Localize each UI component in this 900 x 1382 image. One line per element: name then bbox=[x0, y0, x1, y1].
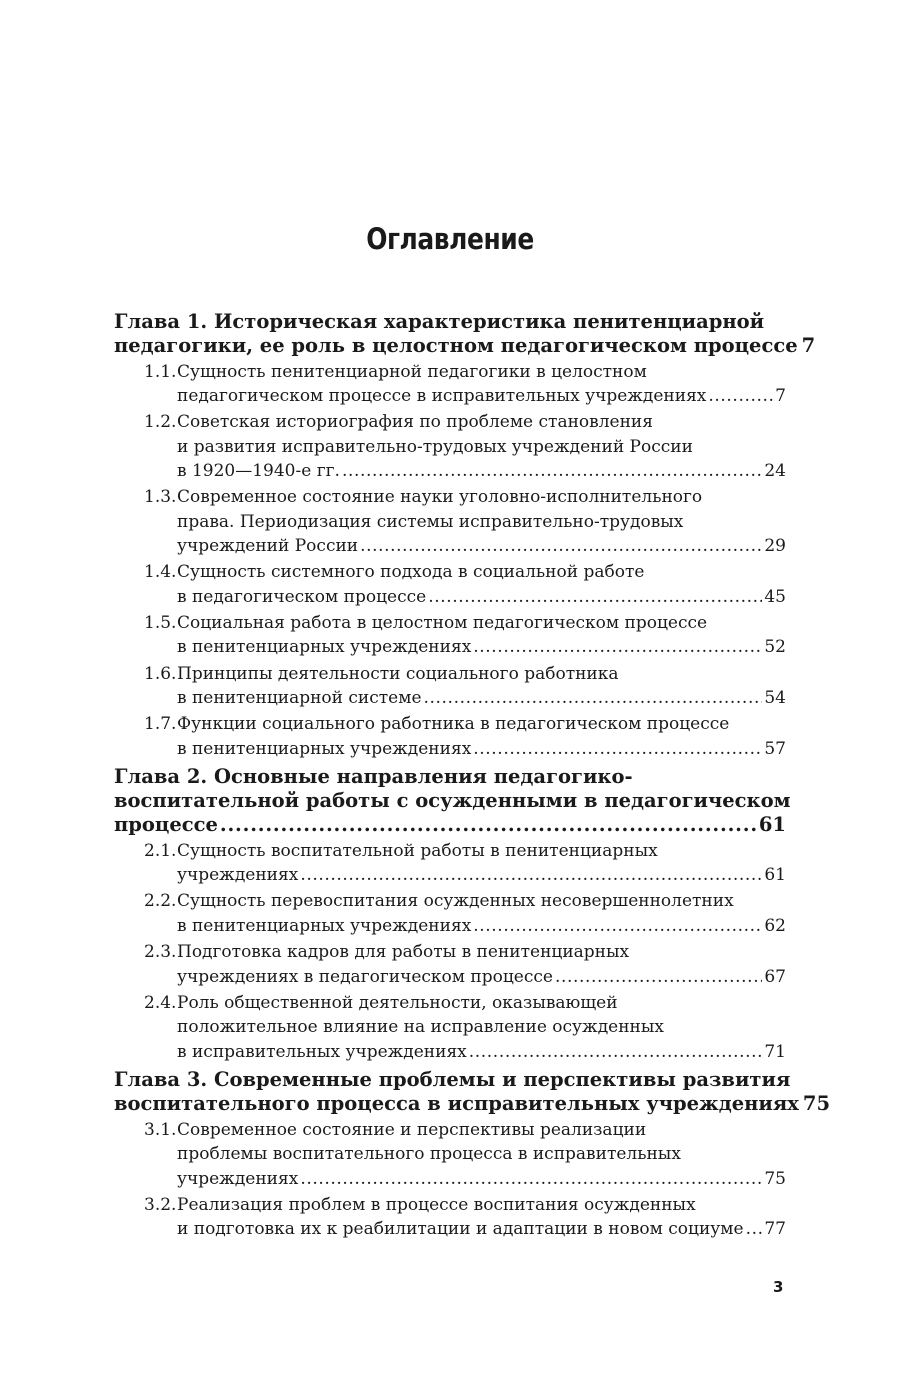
toc-section bbox=[144, 360, 786, 409]
section-title-text bbox=[177, 1217, 744, 1241]
section-title-text bbox=[177, 686, 422, 710]
section-title-line: и подготовка их к реабилитации и адаптации в новом социуме bbox=[177, 1219, 744, 1240]
section-title-text bbox=[144, 613, 707, 633]
section-title-line: Функции социального работника в педагогическом процессе bbox=[177, 714, 730, 735]
section-title-text bbox=[177, 384, 706, 408]
chapter-page-number: 61 bbox=[758, 813, 786, 837]
dot-leader bbox=[473, 914, 762, 938]
section-line bbox=[144, 839, 786, 863]
section-number: 1.1. bbox=[144, 361, 177, 382]
section-line bbox=[144, 435, 786, 459]
section-page-number: 29 bbox=[764, 536, 786, 557]
section-title-text bbox=[177, 1017, 664, 1037]
toc-section bbox=[144, 712, 786, 761]
toc-section bbox=[144, 991, 786, 1064]
toc-section bbox=[144, 889, 786, 938]
chapter-heading bbox=[114, 310, 816, 358]
section-last-line bbox=[144, 384, 786, 408]
chapter-heading bbox=[114, 1067, 831, 1116]
toc-chapter bbox=[114, 1067, 831, 1242]
section-number: 2.4. bbox=[144, 992, 177, 1013]
section-line bbox=[144, 410, 786, 434]
section-title-line: учреждений России bbox=[177, 536, 359, 557]
section-title-line: права. Периодизация системы исправительно-трудовых bbox=[177, 511, 684, 532]
section-title-text bbox=[144, 714, 729, 734]
dot-leader bbox=[300, 1167, 762, 1191]
section-number: 1.3. bbox=[144, 487, 177, 508]
dot-leader bbox=[473, 635, 762, 659]
section-title-line: Современное состояние и перспективы реализации bbox=[177, 1119, 647, 1140]
section-title-text bbox=[144, 362, 647, 382]
dot-leader bbox=[360, 534, 762, 558]
section-last-line bbox=[144, 635, 786, 659]
section-number: 1.2. bbox=[144, 412, 177, 433]
section-title-line: Социальная работа в целостном педагогическом процессе bbox=[177, 613, 708, 634]
section-number: 1.5. bbox=[144, 613, 177, 634]
section-title-text bbox=[177, 437, 693, 457]
section-title-line: в пенитенциарной системе bbox=[177, 688, 422, 709]
chapter-page-number: 7 bbox=[801, 334, 816, 357]
section-title-line: Подготовка кадров для работы в пенитенциарных bbox=[177, 942, 630, 963]
section-line bbox=[144, 360, 786, 384]
section-title-text bbox=[144, 664, 619, 684]
section-page-number: 75 bbox=[764, 1168, 786, 1189]
section-title-line: учреждениях bbox=[177, 1168, 299, 1189]
dot-leader bbox=[428, 585, 762, 609]
section-title-text bbox=[144, 412, 653, 432]
section-title-text bbox=[177, 863, 298, 887]
toc-section bbox=[144, 1193, 786, 1242]
chapter-page-number: 75 bbox=[802, 1091, 831, 1115]
section-title-line: Сущность перевоспитания осужденных несовершеннолетних bbox=[177, 891, 734, 912]
toc-section bbox=[144, 560, 786, 609]
section-title-line: Роль общественной деятельности, оказывающей bbox=[177, 992, 618, 1013]
section-title-line: Современное состояние науки уголовно-исполнительного bbox=[177, 487, 703, 508]
section-page-number: 24 bbox=[764, 461, 786, 482]
section-title-text bbox=[144, 487, 702, 507]
section-line bbox=[144, 889, 786, 913]
section-title-line: проблемы воспитательного процесса в исправительных bbox=[177, 1144, 681, 1165]
section-last-line bbox=[144, 585, 786, 609]
toc-section bbox=[144, 611, 786, 660]
section-line bbox=[144, 560, 786, 584]
section-last-line bbox=[144, 534, 786, 558]
chapter-title-last-line bbox=[114, 334, 816, 358]
dot-leader bbox=[342, 459, 762, 483]
section-title-line: педагогическом процессе в исправительных учреждениях bbox=[177, 386, 707, 407]
section-line bbox=[144, 940, 786, 964]
section-title-text bbox=[177, 512, 683, 532]
section-page-number: 62 bbox=[764, 915, 786, 936]
section-number: 3.2. bbox=[144, 1194, 177, 1215]
section-title-line: Сущность системного подхода в социальной работе bbox=[177, 562, 645, 583]
dot-leader bbox=[424, 686, 763, 710]
table-of-contents bbox=[114, 310, 831, 1242]
chapter-title-line: Глава 3. Современные проблемы и перспективы развития bbox=[114, 1067, 791, 1091]
section-number: 2.2. bbox=[144, 891, 177, 912]
section-title-text bbox=[177, 1040, 467, 1064]
dot-leader bbox=[746, 1217, 763, 1241]
page-number: 3 bbox=[773, 1278, 784, 1296]
section-title-text bbox=[144, 841, 658, 861]
section-line bbox=[144, 611, 786, 635]
section-title-text bbox=[177, 1144, 681, 1164]
section-title-line: в исправительных учреждениях bbox=[177, 1041, 467, 1062]
section-number: 1.4. bbox=[144, 562, 177, 583]
section-page-number: 77 bbox=[764, 1219, 786, 1240]
section-title-text bbox=[177, 534, 358, 558]
dot-leader bbox=[473, 737, 762, 761]
section-title-text bbox=[177, 585, 426, 609]
chapter-title-line: воспитательного процесса в исправительных учреждениях bbox=[114, 1091, 799, 1115]
chapter-heading bbox=[114, 765, 791, 837]
section-last-line bbox=[144, 1167, 786, 1191]
section-title-line: Сущность пенитенциарной педагогики в целостном bbox=[177, 361, 647, 382]
dot-leader bbox=[469, 1040, 763, 1064]
section-last-line bbox=[144, 459, 786, 483]
section-title-line: Принципы деятельности социального работника bbox=[177, 663, 619, 684]
page-title: Оглавление bbox=[366, 222, 534, 256]
section-title-text bbox=[144, 1120, 646, 1140]
toc-section bbox=[144, 839, 786, 888]
section-number: 3.1. bbox=[144, 1119, 177, 1140]
section-title-text bbox=[144, 562, 644, 582]
section-title-text bbox=[177, 737, 471, 761]
section-last-line bbox=[144, 965, 786, 989]
section-title-text bbox=[177, 914, 471, 938]
section-line bbox=[144, 510, 786, 534]
section-page-number: 52 bbox=[764, 637, 786, 658]
dot-leader bbox=[708, 384, 773, 408]
section-title-text bbox=[144, 1195, 696, 1215]
chapter-title-last-line bbox=[114, 1091, 831, 1116]
toc-section bbox=[144, 662, 786, 711]
toc-section bbox=[144, 940, 786, 989]
section-title-line: учреждениях в педагогическом процессе bbox=[177, 966, 553, 987]
section-title-text bbox=[144, 993, 618, 1013]
section-line bbox=[144, 1193, 786, 1217]
section-page-number: 57 bbox=[764, 738, 786, 759]
section-title-line: в пенитенциарных учреждениях bbox=[177, 738, 472, 759]
section-last-line bbox=[144, 1217, 786, 1241]
section-title-line: в пенитенциарных учреждениях bbox=[177, 637, 472, 658]
section-last-line bbox=[144, 914, 786, 938]
section-page-number: 61 bbox=[764, 865, 786, 886]
chapter-title-line: воспитательной работы с осужденными в педагогическом bbox=[114, 789, 791, 813]
section-number: 1.7. bbox=[144, 714, 177, 735]
section-title-line: Советская историография по проблеме становления bbox=[177, 412, 653, 433]
section-page-number: 71 bbox=[764, 1041, 786, 1062]
chapter-title-line: Глава 2. Основные направления педагогико- bbox=[114, 765, 633, 789]
dot-leader bbox=[220, 813, 757, 837]
section-last-line bbox=[144, 863, 786, 887]
section-number: 2.1. bbox=[144, 840, 177, 861]
section-line bbox=[144, 485, 786, 509]
section-title-line: Сущность воспитательной работы в пенитенциарных bbox=[177, 840, 658, 861]
section-last-line bbox=[144, 737, 786, 761]
toc-section bbox=[144, 410, 786, 483]
section-page-number: 45 bbox=[764, 586, 786, 607]
section-line bbox=[144, 712, 786, 736]
section-title-line: в 1920—1940-е гг. bbox=[177, 461, 340, 482]
section-line bbox=[144, 991, 786, 1015]
chapter-title-line: педагогики, ее роль в целостном педагогическом процессе bbox=[114, 334, 798, 357]
section-line bbox=[144, 1118, 786, 1142]
section-title-line: учреждениях bbox=[177, 865, 299, 886]
chapter-title-last-line bbox=[114, 813, 786, 837]
chapter-title-line: Глава 1. Историческая характеристика пенитенциарной bbox=[114, 310, 765, 333]
section-number: 1.6. bbox=[144, 663, 177, 684]
toc-section bbox=[144, 485, 786, 558]
section-last-line bbox=[144, 1040, 786, 1064]
dot-leader bbox=[555, 965, 762, 989]
section-title-text bbox=[144, 891, 734, 911]
toc-chapter bbox=[114, 310, 816, 761]
section-title-text bbox=[144, 942, 629, 962]
section-page-number: 67 bbox=[764, 966, 786, 987]
section-title-line: в пенитенциарных учреждениях bbox=[177, 915, 472, 936]
section-line bbox=[144, 662, 786, 686]
toc-section bbox=[144, 1118, 786, 1191]
section-title-line: в педагогическом процессе bbox=[177, 586, 427, 607]
section-title-line: положительное влияние на исправление осужденных bbox=[177, 1017, 664, 1038]
toc-chapter bbox=[114, 765, 791, 1064]
dot-leader bbox=[300, 863, 762, 887]
section-last-line bbox=[144, 686, 786, 710]
chapter-title-line: процессе bbox=[114, 813, 218, 837]
section-title-text bbox=[177, 1167, 298, 1191]
section-title-text bbox=[177, 459, 340, 483]
section-page-number: 7 bbox=[775, 386, 786, 407]
section-title-text bbox=[177, 965, 553, 989]
section-line bbox=[144, 1015, 786, 1039]
section-line bbox=[144, 1142, 786, 1166]
section-page-number: 54 bbox=[764, 688, 786, 709]
section-title-line: и развития исправительно-трудовых учреждений России bbox=[177, 436, 693, 457]
section-title-line: Реализация проблем в процессе воспитания осужденных bbox=[177, 1194, 696, 1215]
section-title-text bbox=[177, 635, 471, 659]
section-number: 2.3. bbox=[144, 942, 177, 963]
